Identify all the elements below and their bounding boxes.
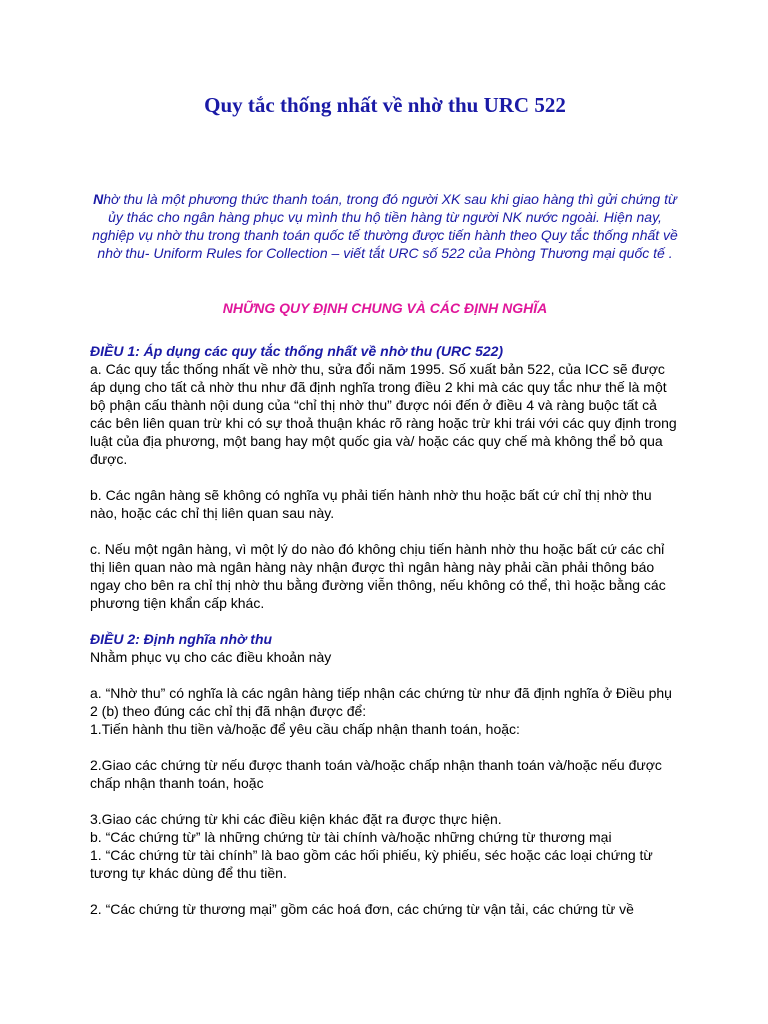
article-1-para-c: c. Nếu một ngân hàng, vì một lý do nào đó không chịu tiến hành nhờ thu hoặc bất cứ các chỉ thị liên quan nào mà ngân hàng này nhận được thì ngân hàng này phải cần phải thông báo ngay cho bên ra chỉ thị nhờ thu bằng đường viễn thông, nếu không có thể, thì hoặc bằng các phương tiện khẩn cấp khác. [90,541,666,611]
article-2-para-a: a. “Nhờ thu” có nghĩa là các ngân hàng tiếp nhận các chứng từ như đã định nghĩa ở Điều phụ 2 (b) theo đúng các chỉ thị đã nhận được để: [90,685,672,719]
article-2-b-item-1: 1. “Các chứng từ tài chính” là bao gồm các hối phiếu, kỳ phiếu, séc hoặc các loại chứng từ tương tự khác dùng để thu tiền. [90,847,653,881]
article-1-para-b: b. Các ngân hàng sẽ không có nghĩa vụ phải tiến hành nhờ thu hoặc bất cứ chỉ thị nhờ thu nào, hoặc các chỉ thị liên quan sau này. [90,487,652,521]
article-2-item-1: 1.Tiến hành thu tiền và/hoặc để yêu cầu chấp nhận thanh toán, hoặc: [90,721,520,737]
article-1-para-a: a. Các quy tắc thống nhất về nhờ thu, sửa đổi năm 1995. Số xuất bản 522, của ICC sẽ được áp dụng cho tất cả nhờ thu như đã định nghĩa trong điều 2 khi mà các quy tắc như thế là một bộ phận cấu thành nội dung của “chỉ thị nhờ thu” được nói đến ở điều 4 và ràng buộc tất cả các bên liên quan trừ khi có sự thoả thuận khác rõ ràng hoặc trừ khi trái với các quy định trong luật của địa phương, một bang hay một quốc gia và/ hoặc các quy chế mà không thể bỏ qua được. [90,361,677,467]
article-2-b-item-2: 2. “Các chứng từ thương mại” gồm các hoá đơn, các chứng từ vận tải, các chứng từ về [90,901,634,917]
intro-first-letter: N [93,191,104,207]
article-2-heading: ĐIỀU 2: Định nghĩa nhờ thu [90,631,273,647]
article-1 [90,342,680,612]
article-2 [90,630,680,918]
article-2-para-b: b. “Các chứng từ” là những chứng từ tài chính và/hoặc những chứng từ thương mại [90,829,612,845]
article-2-subheading: Nhằm phục vụ cho các điều khoản này [90,649,332,665]
intro-text: hờ thu là một phương thức thanh toán, trong đó người XK sau khi giao hàng thì gửi chứng từ ủy thác cho ngân hàng phục vụ mình thu hộ tiền hàng từ người NK nước ngoài. Hiện nay, nghiệp vụ nhờ thu trong thanh toán quốc tế thường được tiến hành theo Quy tắc thống nhất về nhờ thu- Uniform Rules for Collection – viết tắt URC số 522 của Phòng Thương mại quốc tế . [92,191,678,261]
article-1-heading: ĐIỀU 1: Áp dụng các quy tắc thống nhất về nhờ thu (URC 522) [90,343,504,359]
intro-paragraph [90,190,680,262]
article-2-item-3: 3.Giao các chứng từ khi các điều kiện khác đặt ra được thực hiện. [90,811,502,827]
article-2-item-2: 2.Giao các chứng từ nếu được thanh toán và/hoặc chấp nhận thanh toán và/hoặc nếu được chấp nhận thanh toán, hoặc [90,757,662,791]
document-title: Quy tắc thống nhất về nhờ thu URC 522 [204,93,566,117]
section-heading: NHỮNG QUY ĐỊNH CHUNG VÀ CÁC ĐỊNH NGHĨA [222,300,548,316]
